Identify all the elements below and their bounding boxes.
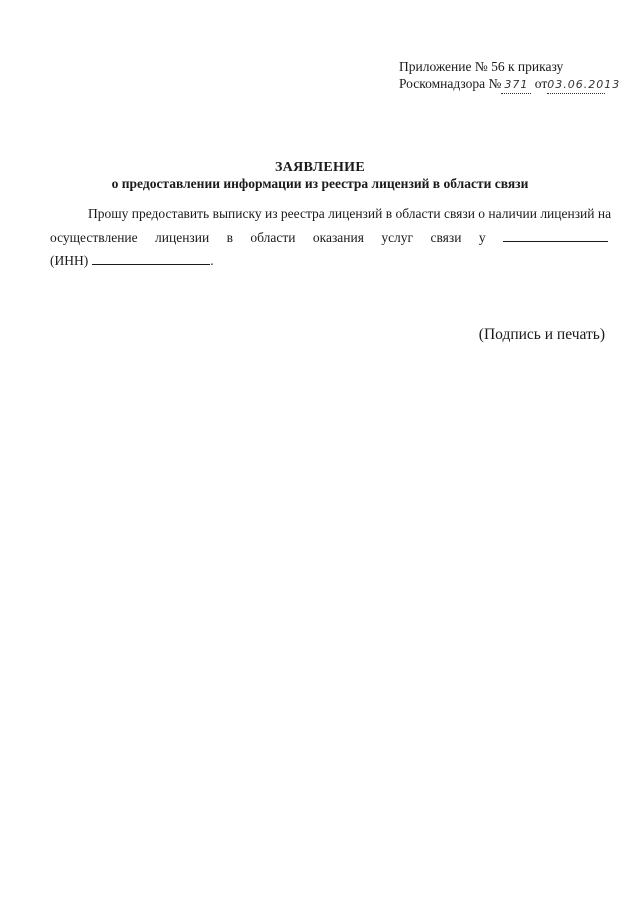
request-word: в xyxy=(226,230,233,245)
request-word: связи xyxy=(430,230,462,245)
inn-label: (ИНН) xyxy=(50,253,89,268)
order-label: Роскомнадзора № xyxy=(399,76,502,91)
order-number-handwritten: 371 xyxy=(501,76,531,94)
date-label: от xyxy=(534,76,548,91)
request-word: области xyxy=(250,230,296,245)
company-name-blank xyxy=(503,229,608,242)
request-word: лицензии xyxy=(155,230,210,245)
signature-and-seal: (Подпись и печать) xyxy=(478,326,605,343)
document-title: ЗАЯВЛЕНИЕ xyxy=(274,160,365,175)
appendix-reference xyxy=(399,58,621,94)
request-line-1 xyxy=(50,206,612,222)
appendix-line-2 xyxy=(399,75,621,94)
request-line-3 xyxy=(50,252,608,269)
request-word: услуг xyxy=(381,230,414,245)
request-word: у xyxy=(478,230,486,245)
appendix-line-1: Приложение № 56 к приказу xyxy=(399,59,564,74)
request-line-2 xyxy=(50,229,608,246)
line-end-period: . xyxy=(210,253,214,268)
request-text: Прошу предоставить выписку из реестра лицензий в области связи о наличии лицензий на xyxy=(88,206,612,221)
request-word: осуществление xyxy=(50,230,138,245)
inn-blank xyxy=(92,252,210,265)
order-date-handwritten: 03.06.2013 xyxy=(547,76,605,94)
request-word: оказания xyxy=(312,230,364,245)
document-subtitle: о предоставлении информации из реестра лицензий в области связи xyxy=(111,176,529,191)
